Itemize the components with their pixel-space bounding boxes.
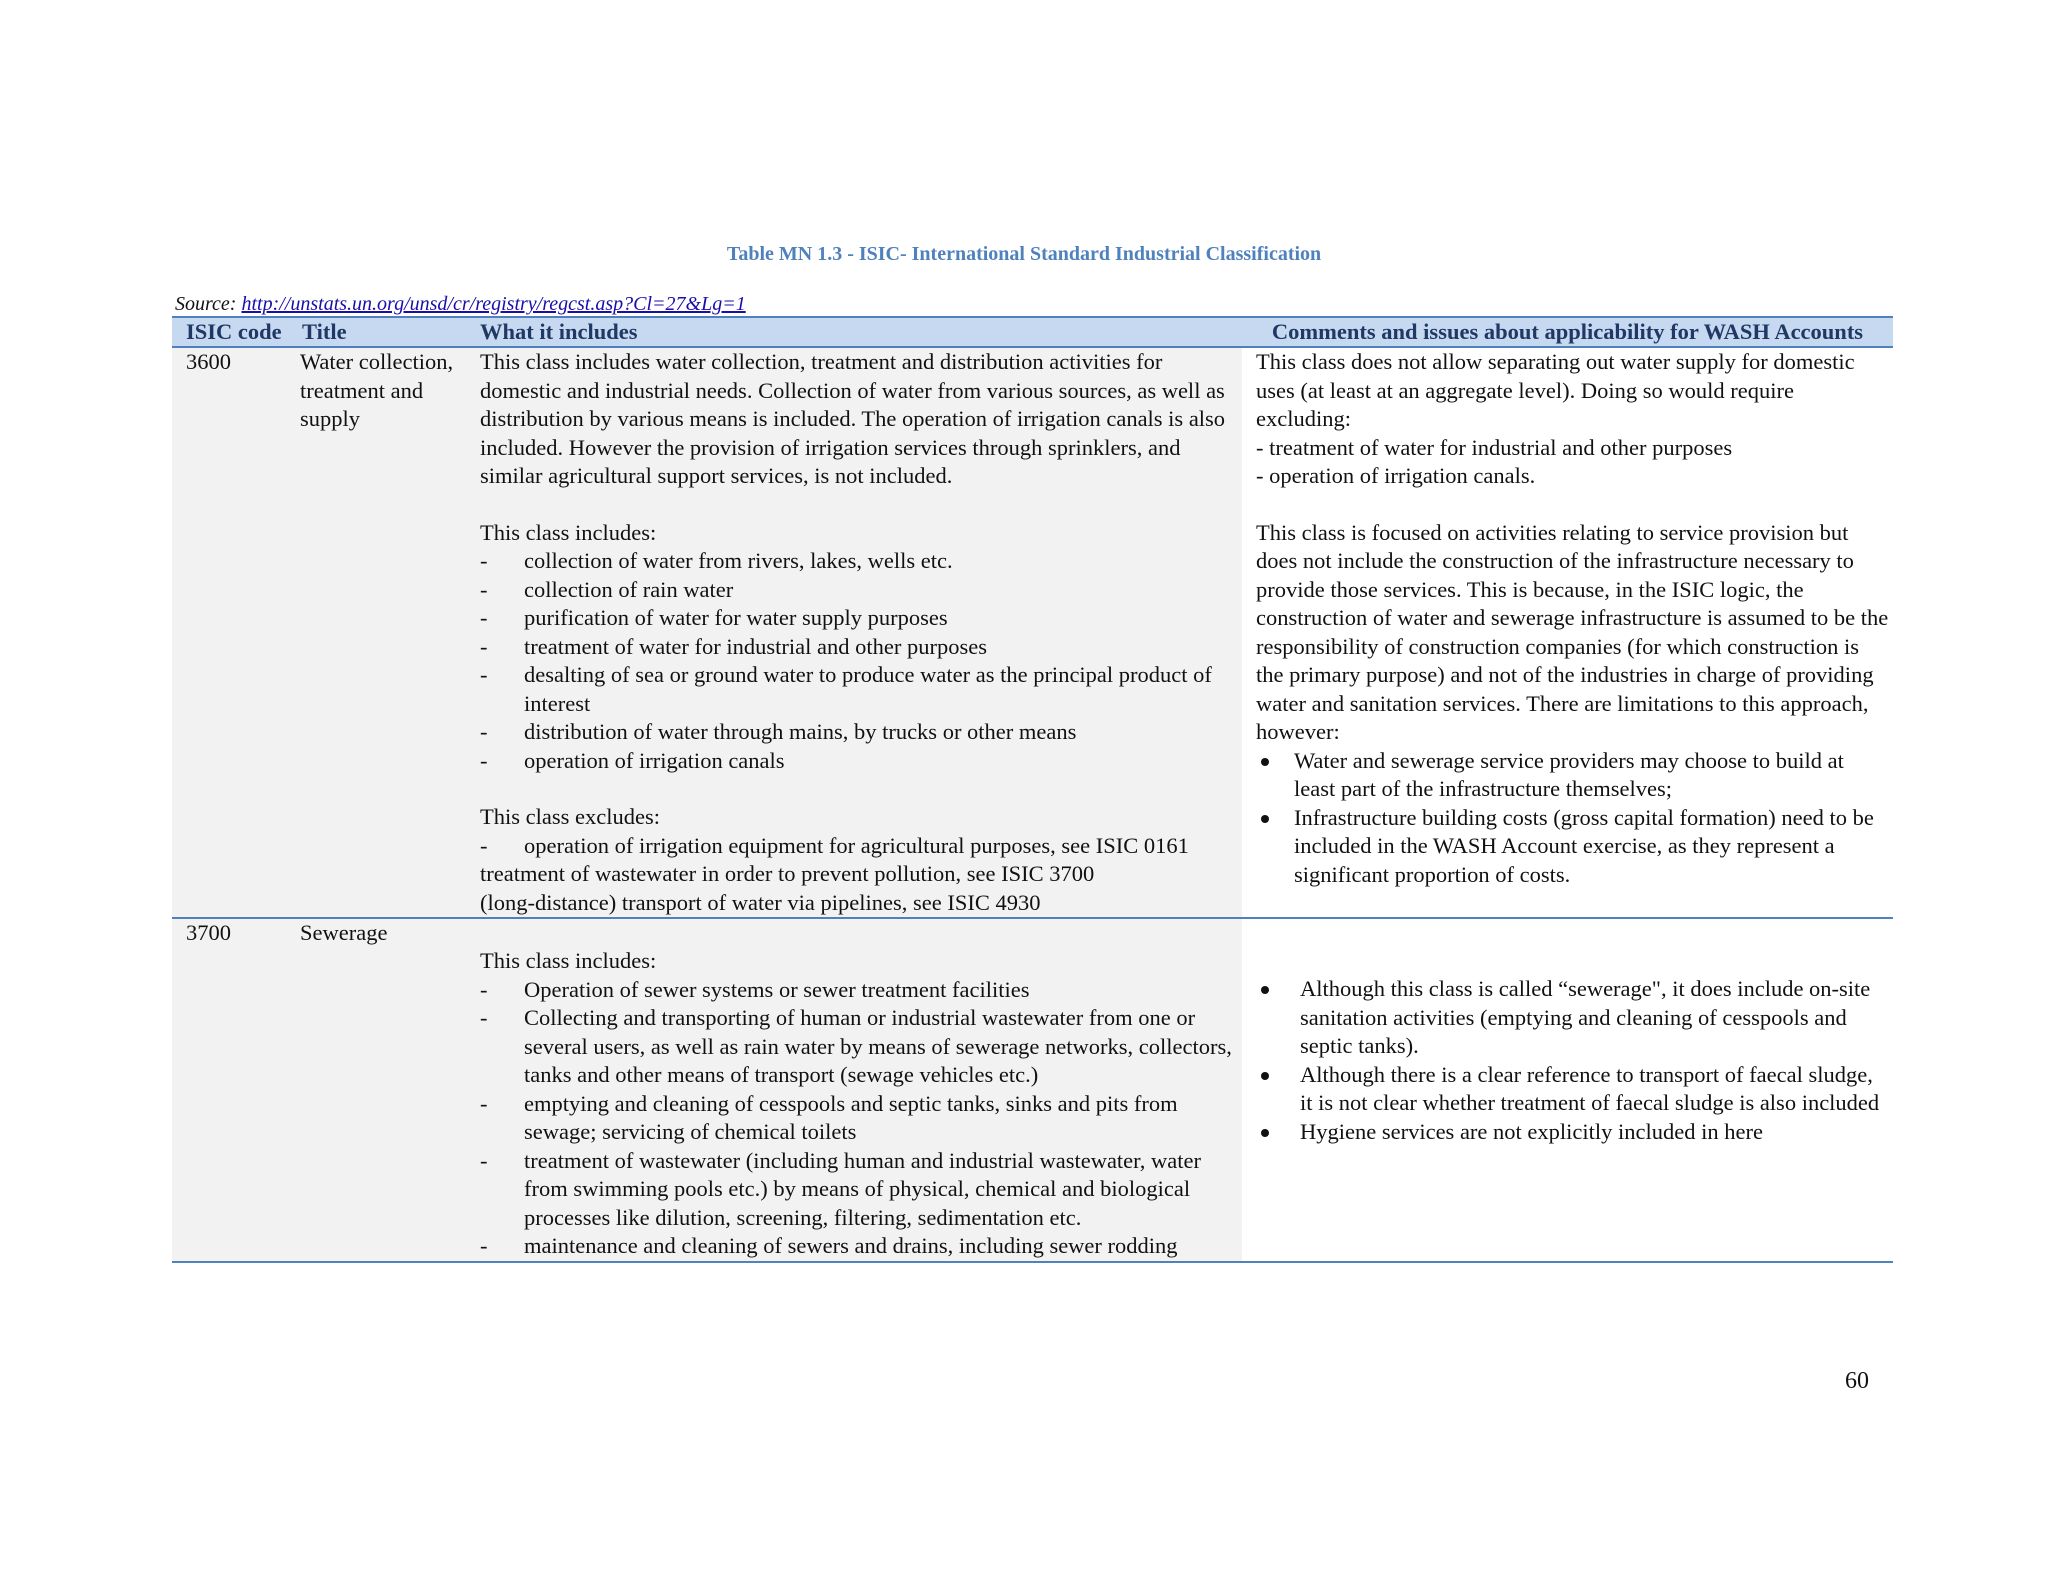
list-item: - purification of water for water supply purposes bbox=[480, 605, 948, 630]
list-item: - Collecting and transporting of human or industrial wastewater from one or several users, as well as rain water by means of sewerage networks, collectors, tanks and other means of transport (sewage vehicles etc.) bbox=[480, 1005, 1232, 1087]
bullet-icon bbox=[1261, 1129, 1269, 1137]
source-link[interactable]: http://unstats.un.org/unsd/cr/registry/regcst.asp?Cl=27&Lg=1 bbox=[241, 293, 746, 315]
comments-paragraph: This class is focused on activities relating to service provision but does not include the construction of the infrastructure necessary to provide those services. This is because, in the ISIC logic, the construction of water and sewerage infrastructure is assumed to be the responsibility of construction companies (for which construction is the primary purpose) and not of the industries in charge of providing water and sanitation services. There are limitations to this approach, however: bbox=[1256, 519, 1889, 744]
header-title: Title bbox=[286, 317, 466, 347]
list-item: - emptying and cleaning of cesspools and septic tanks, sinks and pits from sewage; servicing of chemical toilets bbox=[480, 1090, 1178, 1144]
isic-table bbox=[172, 316, 1893, 1263]
includes-heading: This class includes: bbox=[480, 948, 657, 973]
list-item: - distribution of water through mains, by trucks or other means bbox=[480, 719, 1077, 744]
comments-paragraph: This class does not allow separating out water supply for domestic uses (at least at an aggregate level). Doing so would require excluding: bbox=[1256, 349, 1855, 431]
table-row bbox=[172, 918, 1893, 1262]
list-item: - desalting of sea or ground water to produce water as the principal product of interest bbox=[480, 662, 1212, 716]
excludes-heading: This class excludes: bbox=[480, 804, 660, 829]
bullet-icon bbox=[1261, 815, 1269, 823]
table-row bbox=[172, 347, 1893, 918]
source-line bbox=[175, 291, 746, 317]
list-item: Hygiene services are not explicitly included in here bbox=[1256, 1118, 1889, 1147]
bullet-icon bbox=[1261, 986, 1269, 994]
includes-cell bbox=[466, 918, 1242, 1262]
excludes-plain-line: treatment of wastewater in order to prevent pollution, see ISIC 3700 bbox=[480, 861, 1095, 886]
list-item: - collection of water from rivers, lakes, wells etc. bbox=[480, 548, 953, 573]
list-item: Although there is a clear reference to transport of faecal sludge, it is not clear whether treatment of faecal sludge is also included bbox=[1256, 1061, 1889, 1118]
title-cell: Water collection, treatment and supply bbox=[286, 347, 466, 918]
list-item: - treatment of wastewater (including human and industrial wastewater, water from swimming pools etc.) by means of physical, chemical and biological processes like dilution, screening, filtering, sedimentation etc. bbox=[480, 1147, 1201, 1230]
title-cell: Sewerage bbox=[286, 918, 466, 1262]
includes-intro: This class includes water collection, treatment and distribution activities for domestic and industrial needs. Collection of water from various sources, as well as distribution by various means is included. The operation of irrigation canals is also included. However the provision of irrigation services through sprinklers, and similar agricultural support services, is not included. bbox=[480, 349, 1226, 488]
list-item: - Operation of sewer systems or sewer treatment facilities bbox=[480, 976, 1030, 1002]
bullet-icon bbox=[1261, 1072, 1269, 1080]
page-number: 60 bbox=[1845, 1368, 1869, 1394]
header-comments: Comments and issues about applicability for WASH Accounts bbox=[1242, 317, 1893, 347]
list-item: - operation of irrigation canals bbox=[480, 747, 785, 773]
includes-heading: This class includes: bbox=[480, 519, 657, 545]
comments-cell bbox=[1242, 347, 1893, 918]
list-item: - treatment of water for industrial and other purposes bbox=[480, 633, 987, 659]
list-item: - operation of irrigation equipment for agricultural purposes, see ISIC 0161 bbox=[480, 832, 1189, 858]
includes-list bbox=[480, 547, 1238, 775]
header-row bbox=[172, 317, 1893, 347]
isic-code-cell: 3600 bbox=[172, 347, 286, 918]
list-item: Infrastructure building costs (gross capital formation) need to be included in the WASH Account exercise, as they represent a significant proportion of costs. bbox=[1256, 804, 1889, 890]
comments-dash-line: - treatment of water for industrial and other purposes bbox=[1256, 434, 1733, 460]
list-item: - maintenance and cleaning of sewers and drains, including sewer rodding bbox=[480, 1233, 1178, 1258]
comments-cell bbox=[1242, 918, 1893, 1262]
list-item: Water and sewerage service providers may choose to build at least part of the infrastructure themselves; bbox=[1256, 747, 1889, 804]
table-caption: Table MN 1.3 - ISIC- International Standard Industrial Classification bbox=[726, 243, 1322, 265]
header-what-it-includes: What it includes bbox=[466, 317, 1242, 347]
source-label: Source: bbox=[175, 293, 242, 315]
excludes-list bbox=[480, 832, 1238, 861]
list-item: - collection of rain water bbox=[480, 576, 734, 602]
comments-bullets bbox=[1256, 975, 1889, 1146]
comments-bullets bbox=[1256, 747, 1889, 890]
bullet-icon bbox=[1261, 758, 1269, 766]
includes-list bbox=[480, 976, 1238, 1261]
isic-code-cell: 3700 bbox=[172, 918, 286, 1262]
excludes-plain-line: (long-distance) transport of water via pipelines, see ISIC 4930 bbox=[480, 889, 1041, 915]
list-item: Although this class is called “sewerage", it does include on-site sanitation activities (emptying and cleaning of cesspools and septic tanks). bbox=[1256, 975, 1889, 1061]
header-isic-code: ISIC code bbox=[172, 317, 286, 347]
includes-cell bbox=[466, 347, 1242, 918]
comments-dash-line: - operation of irrigation canals. bbox=[1256, 463, 1536, 488]
